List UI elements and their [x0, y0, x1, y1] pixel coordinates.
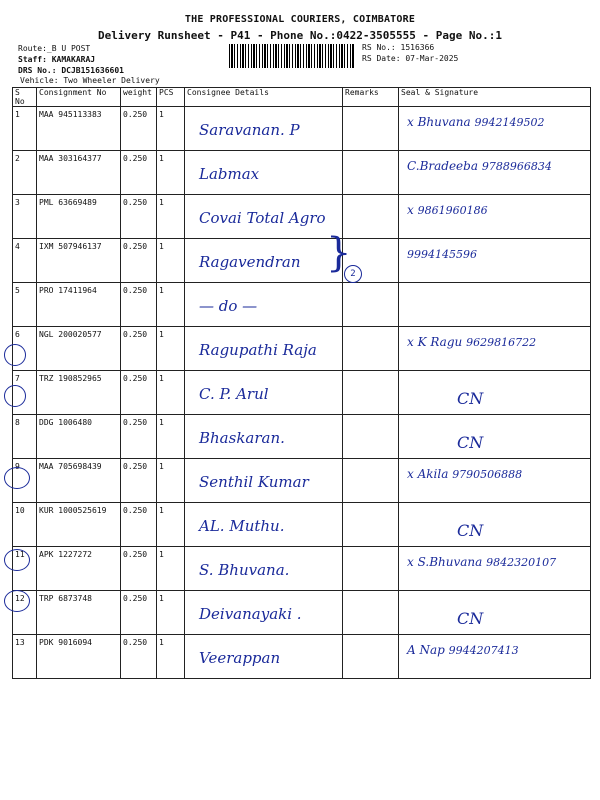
pcs-value: 1 — [157, 459, 185, 503]
circle-mark — [4, 344, 26, 366]
serial-number: 3 — [13, 195, 37, 239]
pcs-value: 1 — [157, 591, 185, 635]
column-header: PCS — [157, 88, 185, 107]
column-header: Seal & Signature — [399, 88, 591, 107]
column-header: Consignee Details — [185, 88, 343, 107]
signature-cell — [399, 195, 591, 239]
column-header: weight — [121, 88, 157, 107]
consignment-number: APK 1227272 — [37, 547, 121, 591]
signature-cell — [399, 371, 591, 415]
cn-mark: CN — [457, 433, 484, 452]
weight-value: 0.250 — [121, 151, 157, 195]
signature-phone: 9629816722 — [466, 336, 537, 349]
pcs-value: 1 — [157, 635, 185, 679]
signature-cell — [399, 415, 591, 459]
drs-number: DRS No.: DCJB151636601 — [18, 66, 124, 75]
consignee-cell — [185, 415, 343, 459]
consignment-number: PRO 17411964 — [37, 283, 121, 327]
consignment-number: TRP 6873748 — [37, 591, 121, 635]
consignment-number: NGL 200020577 — [37, 327, 121, 371]
consignee-cell — [185, 151, 343, 195]
signature-phone: 9790506888 — [452, 468, 523, 481]
staff-row — [18, 55, 95, 64]
remarks-cell — [343, 591, 399, 635]
consignment-number: TRZ 190852965 — [37, 371, 121, 415]
pcs-value: 1 — [157, 195, 185, 239]
serial-number: 10 — [13, 503, 37, 547]
signature — [407, 335, 536, 349]
remarks-cell — [343, 635, 399, 679]
column-header: Consignment No — [37, 88, 121, 107]
consignee-cell — [185, 635, 343, 679]
consignee-cell — [185, 239, 343, 283]
signature — [407, 203, 488, 217]
consignee-cell — [185, 371, 343, 415]
remarks-cell — [343, 283, 399, 327]
serial-number: 4 — [13, 239, 37, 283]
grouping-brace: } — [326, 230, 352, 276]
serial-number: 1 — [13, 107, 37, 151]
route-text: Route:_B U POST — [18, 44, 91, 53]
signature-phone: 9994145596 — [407, 248, 477, 261]
consignee-name: Labmax — [199, 165, 260, 183]
consignee-cell — [185, 195, 343, 239]
signature-cell — [399, 591, 591, 635]
consignee-cell — [185, 327, 343, 371]
circle-mark — [4, 467, 30, 489]
serial-number: 2 — [13, 151, 37, 195]
signature-name: A Nap — [407, 643, 445, 657]
cn-mark: CN — [457, 609, 484, 628]
consignee-name: Deivanayaki . — [199, 605, 302, 623]
table-row — [13, 459, 591, 503]
cn-mark: CN — [457, 389, 484, 408]
consignee-cell — [185, 547, 343, 591]
signature-cell — [399, 327, 591, 371]
signature-phone: 9861960186 — [417, 204, 488, 217]
remarks-cell — [343, 547, 399, 591]
signature-name: x Akila — [407, 467, 449, 481]
pcs-value: 1 — [157, 503, 185, 547]
table-header-row — [13, 88, 591, 107]
signature-cell — [399, 283, 591, 327]
serial-number: 5 — [13, 283, 37, 327]
consignment-number: MAA 945113383 — [37, 107, 121, 151]
consignee-name: Covai Total Agro — [199, 209, 326, 227]
signature-name: C.Bradeeba — [407, 159, 478, 173]
table-row — [13, 239, 591, 283]
pcs-value: 1 — [157, 107, 185, 151]
weight-value: 0.250 — [121, 371, 157, 415]
signature-phone: 9942149502 — [474, 116, 545, 129]
remarks-cell — [343, 503, 399, 547]
vehicle-text: Vehicle: Two Wheeler Delivery — [20, 76, 160, 85]
consignment-number: PDK 9016094 — [37, 635, 121, 679]
signature — [407, 643, 519, 657]
rs-date: RS Date: 07-Mar-2025 — [362, 54, 459, 63]
column-header: S No — [13, 88, 37, 107]
signature-phone: 9788966834 — [481, 160, 552, 173]
table-row — [13, 503, 591, 547]
signature-cell — [399, 459, 591, 503]
consignment-number: PML 63669489 — [37, 195, 121, 239]
table-row — [13, 107, 591, 151]
consignee-name: C. P. Arul — [199, 385, 269, 403]
consignee-cell — [185, 107, 343, 151]
remarks-cell — [343, 107, 399, 151]
header-subtitle: Delivery Runsheet - P41 - Phone No.:0422-3505555 - Page No.:1 — [98, 29, 502, 42]
remarks-cell — [343, 151, 399, 195]
serial-number: 13 — [13, 635, 37, 679]
consignee-name: Saravanan. P — [199, 121, 300, 139]
remarks-cell — [343, 459, 399, 503]
pcs-value: 1 — [157, 239, 185, 283]
signature-phone: 9842320107 — [486, 556, 557, 569]
serial-number: 7 — [13, 371, 37, 415]
table-row — [13, 195, 591, 239]
signature — [407, 555, 556, 569]
consignee-name: Senthil Kumar — [199, 473, 309, 491]
grouping-mark: 2 — [344, 265, 362, 283]
serial-number: 8 — [13, 415, 37, 459]
staff-name: KAMAKARAJ — [51, 55, 96, 64]
signature — [407, 159, 552, 173]
serial-number: 12 — [13, 591, 37, 635]
remarks-cell — [343, 415, 399, 459]
signature-phone: 9944207413 — [448, 644, 519, 657]
signature-name: x Bhuvana — [407, 115, 471, 129]
weight-value: 0.250 — [121, 327, 157, 371]
consignee-name: Ragupathi Raja — [199, 341, 317, 359]
circle-mark — [4, 385, 26, 407]
consignee-name: Veerappan — [199, 649, 281, 667]
signature — [407, 247, 477, 261]
weight-value: 0.250 — [121, 415, 157, 459]
consignment-number: IXM 507946137 — [37, 239, 121, 283]
runsheet-table — [12, 87, 591, 679]
consignee-name: Bhaskaran. — [199, 429, 285, 447]
pcs-value: 1 — [157, 371, 185, 415]
weight-value: 0.250 — [121, 239, 157, 283]
weight-value: 0.250 — [121, 459, 157, 503]
signature-name: x K Ragu — [407, 335, 463, 349]
consignment-number: KUR 1000525619 — [37, 503, 121, 547]
header-title: THE PROFESSIONAL COURIERS, COIMBATORE — [184, 14, 416, 25]
barcode — [229, 44, 355, 68]
signature-cell — [399, 151, 591, 195]
table-row — [13, 371, 591, 415]
table-row — [13, 415, 591, 459]
consignee-name: Ragavendran — [199, 253, 301, 271]
consignment-number: DDG 1006480 — [37, 415, 121, 459]
signature-cell — [399, 239, 591, 283]
weight-value: 0.250 — [121, 503, 157, 547]
remarks-cell — [343, 327, 399, 371]
cn-mark: CN — [457, 521, 484, 540]
table-row — [13, 151, 591, 195]
staff-label: Staff: — [18, 55, 47, 64]
consignee-cell — [185, 591, 343, 635]
column-header: Remarks — [343, 88, 399, 107]
consignee-cell — [185, 459, 343, 503]
weight-value: 0.250 — [121, 591, 157, 635]
remarks-cell — [343, 371, 399, 415]
serial-number: 9 — [13, 459, 37, 503]
consignee-cell — [185, 503, 343, 547]
table-row — [13, 283, 591, 327]
table-row — [13, 635, 591, 679]
table-row — [13, 591, 591, 635]
signature-name: x — [407, 203, 414, 217]
weight-value: 0.250 — [121, 547, 157, 591]
signature-cell — [399, 107, 591, 151]
pcs-value: 1 — [157, 283, 185, 327]
pcs-value: 1 — [157, 151, 185, 195]
consignment-number: MAA 705698439 — [37, 459, 121, 503]
consignee-cell — [185, 283, 343, 327]
table-row — [13, 327, 591, 371]
consignee-name: — do — — [199, 297, 258, 315]
weight-value: 0.250 — [121, 107, 157, 151]
signature-name: x S.Bhuvana — [407, 555, 483, 569]
signature-cell — [399, 503, 591, 547]
serial-number: 11 — [13, 547, 37, 591]
serial-number: 6 — [13, 327, 37, 371]
consignee-name: S. Bhuvana. — [199, 561, 290, 579]
consignee-name: AL. Muthu. — [199, 517, 285, 535]
weight-value: 0.250 — [121, 283, 157, 327]
signature-cell — [399, 547, 591, 591]
weight-value: 0.250 — [121, 195, 157, 239]
consignment-number: MAA 303164377 — [37, 151, 121, 195]
signature-cell — [399, 635, 591, 679]
signature — [407, 467, 522, 481]
pcs-value: 1 — [157, 327, 185, 371]
circle-mark — [4, 590, 30, 612]
pcs-value: 1 — [157, 415, 185, 459]
table-row — [13, 547, 591, 591]
pcs-value: 1 — [157, 547, 185, 591]
signature — [407, 115, 545, 129]
circle-mark — [4, 549, 30, 571]
rs-number: RS No.: 1516366 — [362, 43, 435, 52]
weight-value: 0.250 — [121, 635, 157, 679]
